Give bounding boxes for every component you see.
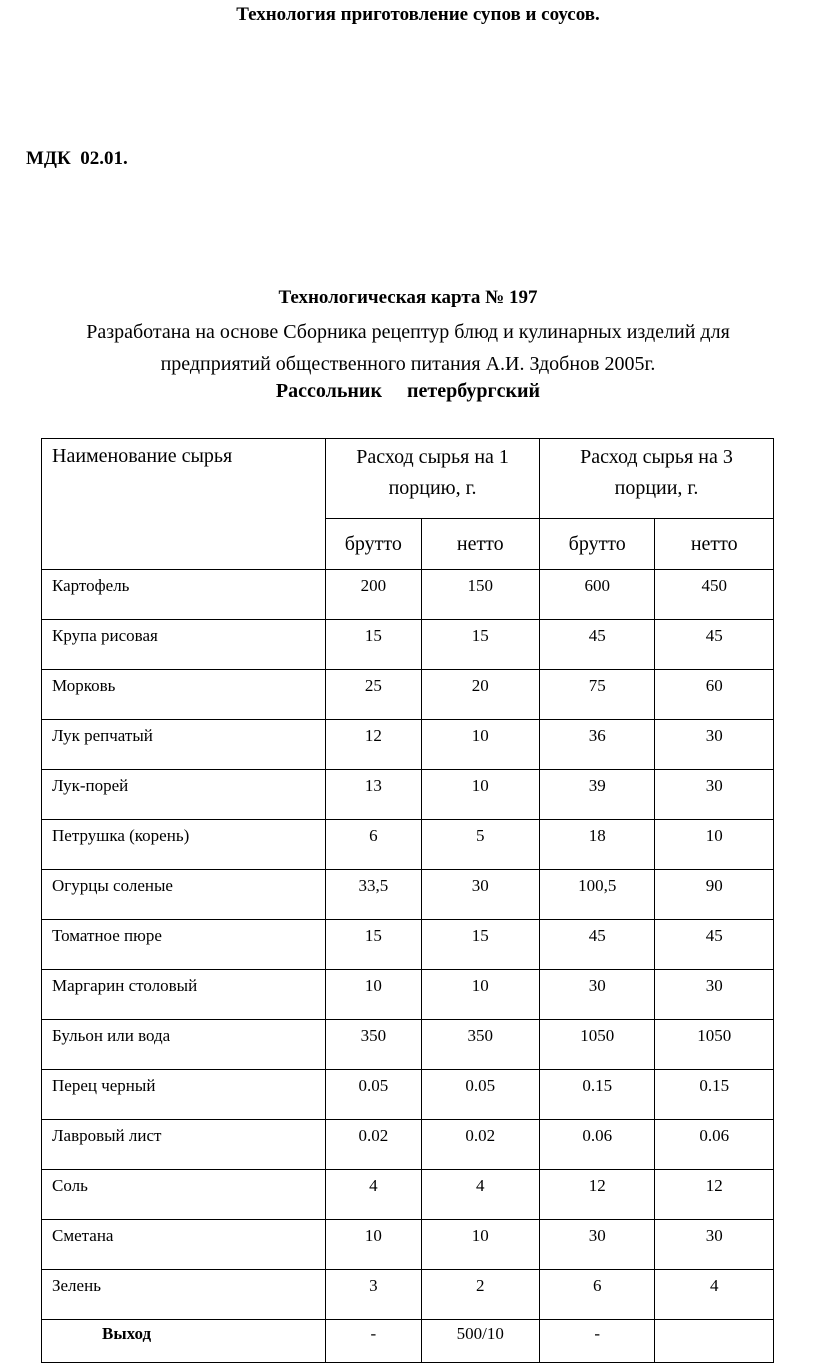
ingredient-name: Томатное пюре <box>42 920 326 970</box>
netto-1: 2 <box>421 1270 539 1320</box>
header-netto-1: нетто <box>421 519 539 570</box>
header-ingredient: Наименование сырья <box>42 439 326 570</box>
ingredient-name: Перец черный <box>42 1070 326 1120</box>
brutto-1: 10 <box>326 970 421 1020</box>
ingredient-name: Маргарин столовый <box>42 970 326 1020</box>
netto-3: 0.06 <box>655 1120 774 1170</box>
netto-1: 5 <box>421 820 539 870</box>
netto-3: 30 <box>655 720 774 770</box>
ingredient-name: Бульон или вода <box>42 1020 326 1070</box>
total-row <box>42 1320 774 1363</box>
brutto-1: 350 <box>326 1020 421 1070</box>
netto-1: 0.05 <box>421 1070 539 1120</box>
netto-3: 30 <box>655 770 774 820</box>
netto-1: 350 <box>421 1020 539 1070</box>
brutto-1: 33,5 <box>326 870 421 920</box>
header-three-portions-line1: Расход сырья на 3 <box>580 446 733 468</box>
brutto-3: 75 <box>540 670 655 720</box>
recipe-table-body <box>42 570 774 1363</box>
brutto-1: 15 <box>326 620 421 670</box>
netto-3: 12 <box>655 1170 774 1220</box>
table-row <box>42 1220 774 1270</box>
table-row <box>42 870 774 920</box>
total-label: Выход <box>42 1320 326 1363</box>
brutto-1: 4 <box>326 1170 421 1220</box>
table-row <box>42 1270 774 1320</box>
netto-3: 30 <box>655 1220 774 1270</box>
netto-3: 4 <box>655 1270 774 1320</box>
table-row <box>42 1070 774 1120</box>
netto-1: 0.02 <box>421 1120 539 1170</box>
brutto-1: 15 <box>326 920 421 970</box>
ingredient-name: Картофель <box>42 570 326 620</box>
netto-1: 10 <box>421 720 539 770</box>
total-brutto-1: - <box>326 1320 421 1363</box>
course-code: МДК 02.01. <box>26 148 128 169</box>
brutto-1: 0.02 <box>326 1120 421 1170</box>
netto-1: 10 <box>421 1220 539 1270</box>
brutto-1: 25 <box>326 670 421 720</box>
header-brutto-1: брутто <box>326 519 421 570</box>
netto-1: 150 <box>421 570 539 620</box>
dish-name: Рассольник петербургский <box>275 380 541 402</box>
netto-1: 4 <box>421 1170 539 1220</box>
brutto-1: 13 <box>326 770 421 820</box>
table-row <box>42 770 774 820</box>
header-three-portions <box>540 439 774 519</box>
netto-1: 15 <box>421 620 539 670</box>
brutto-3: 45 <box>540 920 655 970</box>
netto-3: 60 <box>655 670 774 720</box>
source-note <box>0 316 816 380</box>
total-netto-3 <box>655 1320 774 1363</box>
recipe-table <box>41 438 774 1363</box>
header-brutto-3: брутто <box>540 519 655 570</box>
ingredient-name: Зелень <box>42 1270 326 1320</box>
header-netto-3: нетто <box>655 519 774 570</box>
total-brutto-3: - <box>540 1320 655 1363</box>
table-row <box>42 920 774 970</box>
brutto-1: 200 <box>326 570 421 620</box>
header-one-portion <box>326 439 540 519</box>
netto-3: 30 <box>655 970 774 1020</box>
brutto-3: 39 <box>540 770 655 820</box>
brutto-3: 0.15 <box>540 1070 655 1120</box>
source-line-2: предприятий общественного питания А.И. Здобнов 2005г. <box>160 353 656 375</box>
table-row <box>42 570 774 620</box>
netto-1: 10 <box>421 970 539 1020</box>
netto-1: 10 <box>421 770 539 820</box>
ingredient-name: Лук репчатый <box>42 720 326 770</box>
ingredient-name: Петрушка (корень) <box>42 820 326 870</box>
netto-1: 20 <box>421 670 539 720</box>
brutto-3: 100,5 <box>540 870 655 920</box>
ingredient-name: Сметана <box>42 1220 326 1270</box>
ingredient-name: Соль <box>42 1170 326 1220</box>
ingredient-name: Лук-порей <box>42 770 326 820</box>
header-one-portion-line1: Расход сырья на 1 <box>356 446 509 468</box>
table-row <box>42 620 774 670</box>
netto-3: 45 <box>655 920 774 970</box>
document-title: Технология приготовление супов и соусов. <box>236 4 600 25</box>
brutto-1: 12 <box>326 720 421 770</box>
header-three-portions-line2: порции, г. <box>614 477 699 499</box>
source-line-1: Разработана на основе Сборника рецептур блюд и кулинарных изделий для <box>86 321 730 343</box>
total-netto-1: 500/10 <box>421 1320 539 1363</box>
brutto-3: 30 <box>540 970 655 1020</box>
netto-3: 90 <box>655 870 774 920</box>
brutto-3: 36 <box>540 720 655 770</box>
brutto-3: 0.06 <box>540 1120 655 1170</box>
table-row <box>42 820 774 870</box>
ingredient-name: Огурцы соленые <box>42 870 326 920</box>
ingredient-name: Крупа рисовая <box>42 620 326 670</box>
header-one-portion-line2: порцию, г. <box>388 477 477 499</box>
netto-3: 10 <box>655 820 774 870</box>
brutto-3: 30 <box>540 1220 655 1270</box>
table-row <box>42 1170 774 1220</box>
brutto-1: 0.05 <box>326 1070 421 1120</box>
netto-1: 30 <box>421 870 539 920</box>
netto-3: 450 <box>655 570 774 620</box>
brutto-1: 3 <box>326 1270 421 1320</box>
brutto-3: 12 <box>540 1170 655 1220</box>
netto-3: 0.15 <box>655 1070 774 1120</box>
netto-3: 1050 <box>655 1020 774 1070</box>
table-row <box>42 1020 774 1070</box>
brutto-3: 1050 <box>540 1020 655 1070</box>
table-row <box>42 720 774 770</box>
brutto-3: 6 <box>540 1270 655 1320</box>
ingredient-name: Морковь <box>42 670 326 720</box>
netto-1: 15 <box>421 920 539 970</box>
netto-3: 45 <box>655 620 774 670</box>
table-row <box>42 670 774 720</box>
table-row <box>42 1120 774 1170</box>
brutto-3: 45 <box>540 620 655 670</box>
ingredient-name: Лавровый лист <box>42 1120 326 1170</box>
card-title: Технологическая карта № 197 <box>278 287 538 308</box>
table-row <box>42 970 774 1020</box>
brutto-3: 600 <box>540 570 655 620</box>
brutto-3: 18 <box>540 820 655 870</box>
brutto-1: 10 <box>326 1220 421 1270</box>
brutto-1: 6 <box>326 820 421 870</box>
